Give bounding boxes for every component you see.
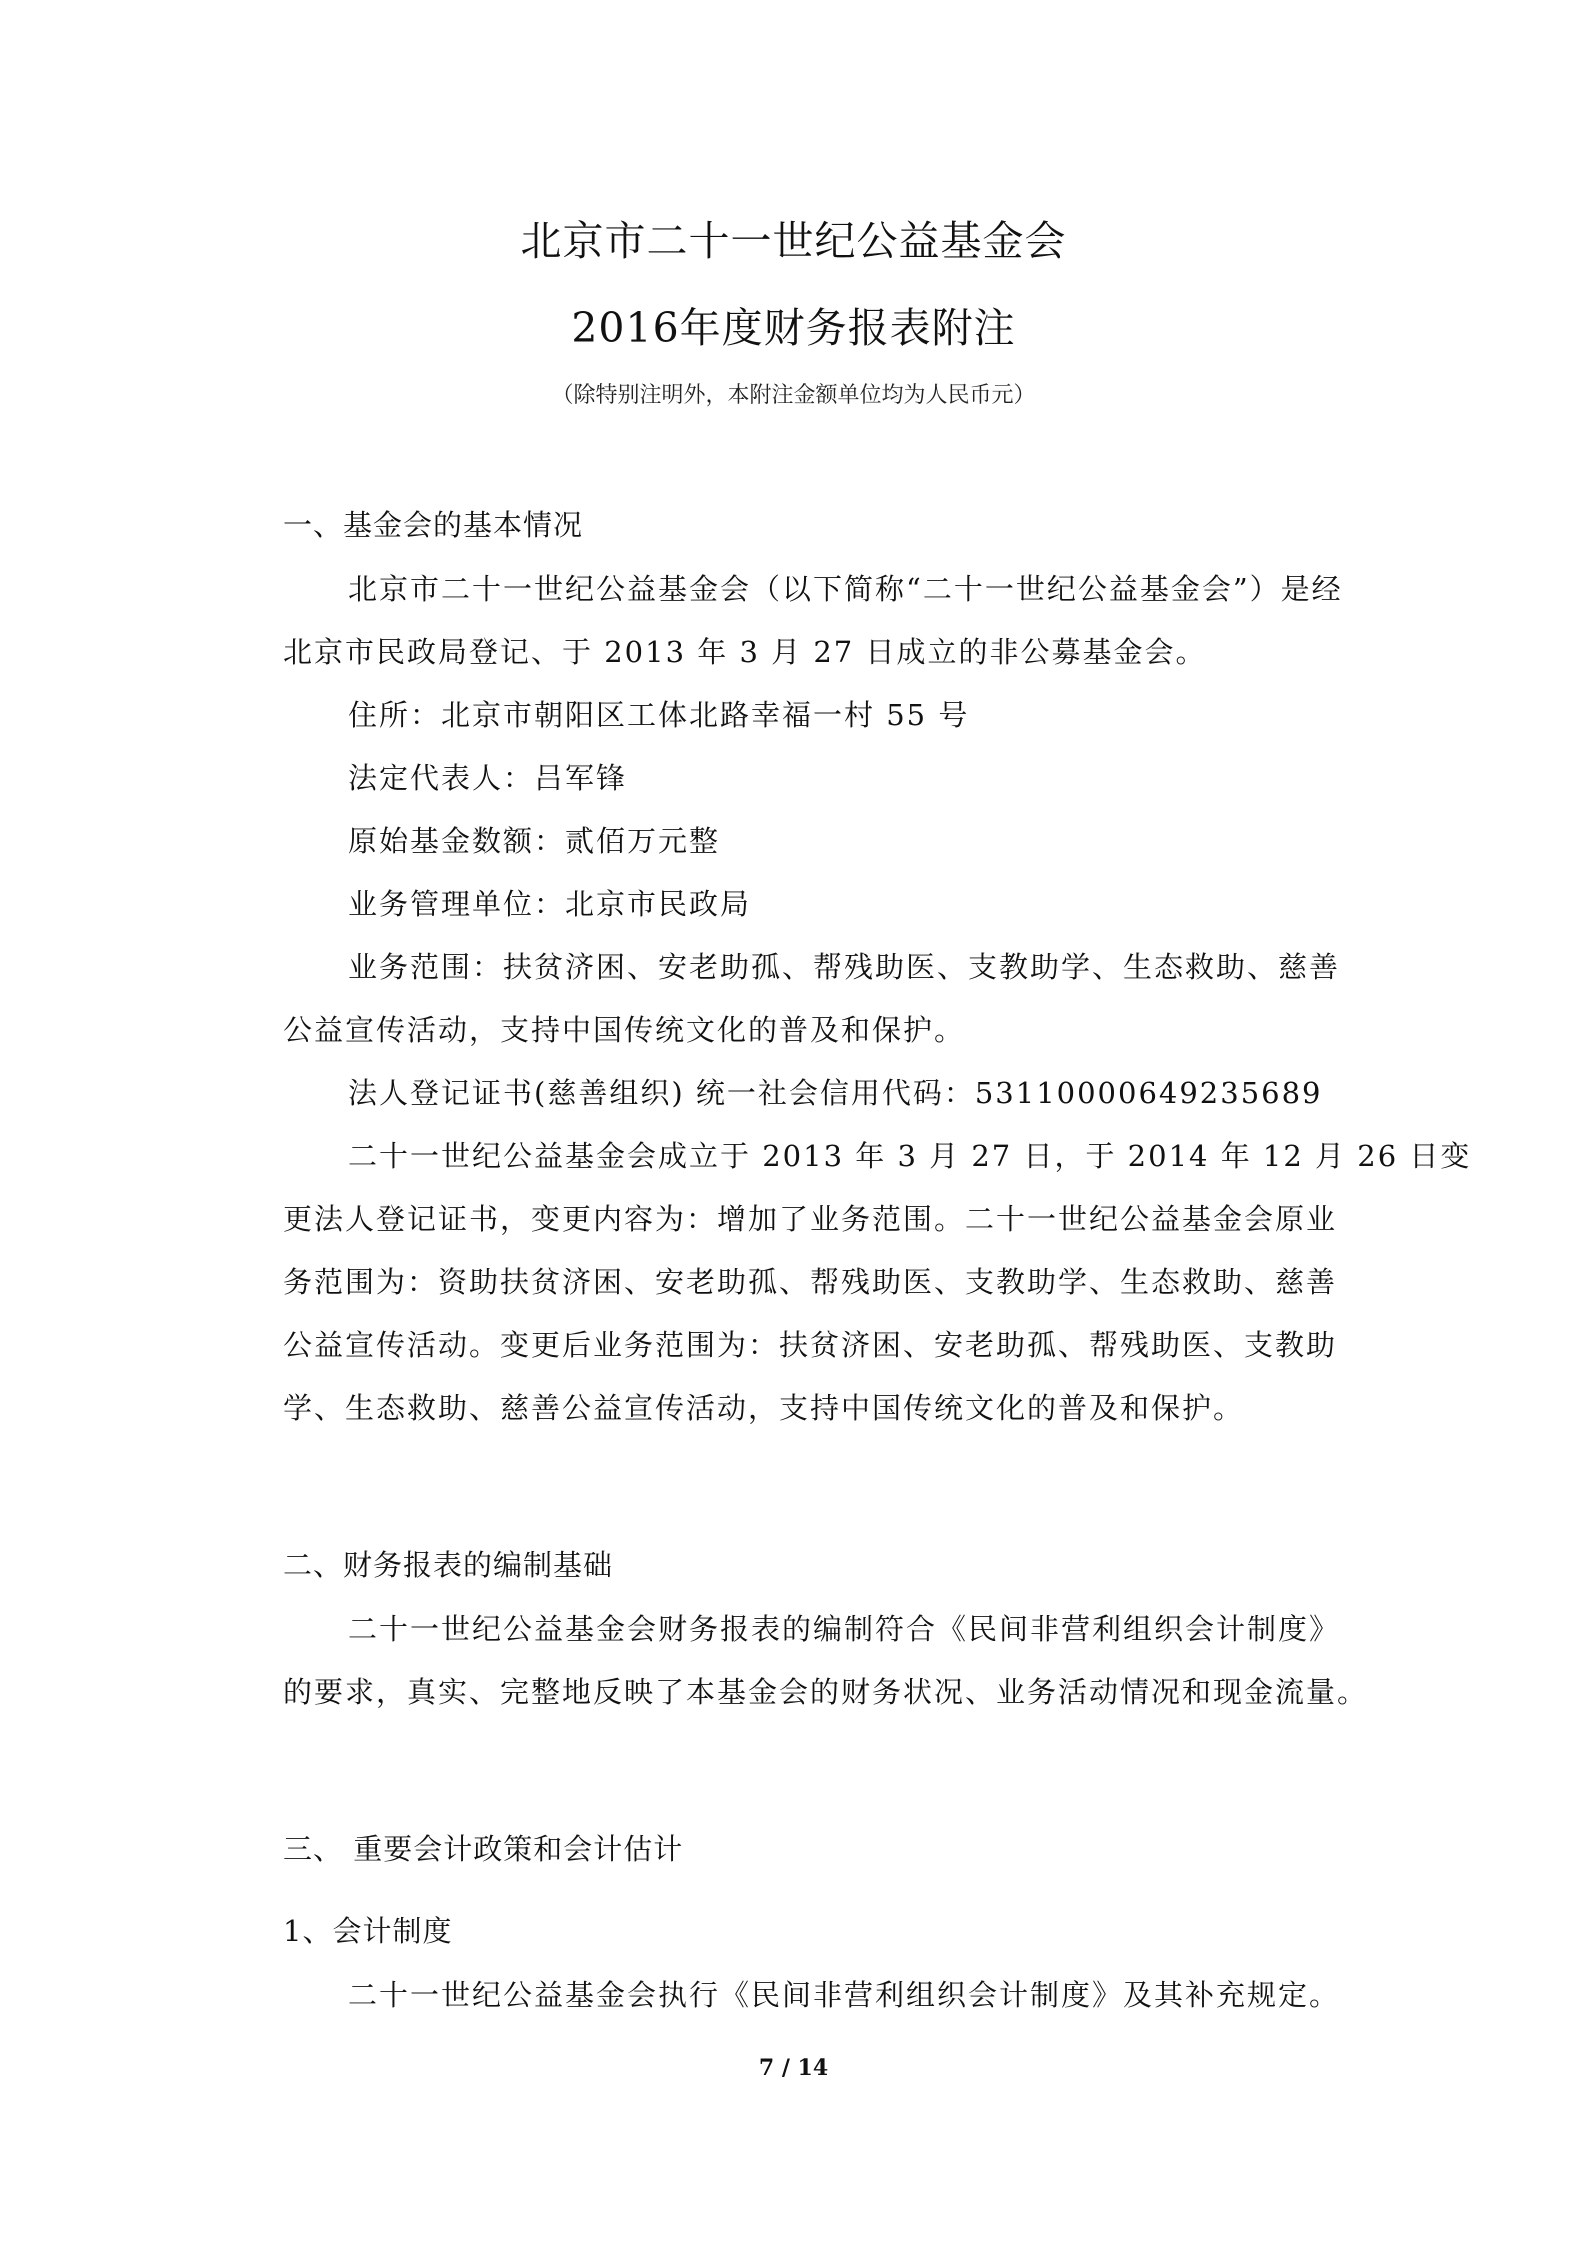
legal-representative-line: 法定代表人：吕军锋 [348,761,628,795]
page-number: 7 / 14 [758,2055,829,2081]
currency-note: （除特别注明外，本附注金额单位均为人民币元） [551,383,1036,408]
scope-line: 公益宣传活动，支持中国传统文化的普及和保护。 [283,1013,966,1047]
paragraph-line: 公益宣传活动。变更后业务范围为：扶贫济困、安老助孤、帮残助医、支教助 [283,1328,1338,1362]
credit-code-line: 法人登记证书(慈善组织) 统一社会信用代码：53110000649235689 [348,1076,1323,1110]
section-heading-basic-info: 一、基金会的基本情况 [283,508,584,542]
fund-amount-line: 原始基金数额：贰佰万元整 [348,824,721,858]
supervisor-line: 业务管理单位：北京市民政局 [348,887,752,921]
address-line: 住所：北京市朝阳区工体北路幸福一村 55 号 [348,698,970,732]
scope-line: 业务范围：扶贫济困、安老助孤、帮残助医、支教助学、生态救助、慈善 [348,950,1341,984]
paragraph-line: 二十一世纪公益基金会财务报表的编制符合《民间非营利组织会计制度》 [348,1612,1341,1646]
section-heading-preparation-basis: 二、财务报表的编制基础 [283,1548,614,1582]
paragraph-line: 二十一世纪公益基金会成立于 2013 年 3 月 27 日，于 2014 年 12 月 26 日变 [348,1139,1472,1173]
subsection-heading-accounting-system: 1、会计制度 [283,1914,453,1948]
paragraph-line: 务范围为：资助扶贫济困、安老助孤、帮残助医、支教助学、生态救助、慈善 [283,1265,1338,1299]
paragraph-line: 北京市民政局登记、于 2013 年 3 月 27 日成立的非公募基金会。 [283,635,1207,669]
document-subtitle-year: 2016年度财务报表附注 [571,304,1016,352]
paragraph-line: 北京市二十一世纪公益基金会（以下简称“二十一世纪公益基金会”）是经 [348,572,1343,606]
paragraph-line: 的要求，真实、完整地反映了本基金会的财务状况、业务活动情况和现金流量。 [283,1675,1369,1709]
document-title: 北京市二十一世纪公益基金会 [520,217,1067,265]
paragraph-line: 二十一世纪公益基金会执行《民间非营利组织会计制度》及其补充规定。 [348,1978,1341,2012]
paragraph-line: 学、生态救助、慈善公益宣传活动，支持中国传统文化的普及和保护。 [283,1391,1245,1425]
section-heading-accounting-policies: 三、 重要会计政策和会计估计 [283,1832,684,1866]
paragraph-line: 更法人登记证书，变更内容为：增加了业务范围。二十一世纪公益基金会原业 [283,1202,1338,1236]
